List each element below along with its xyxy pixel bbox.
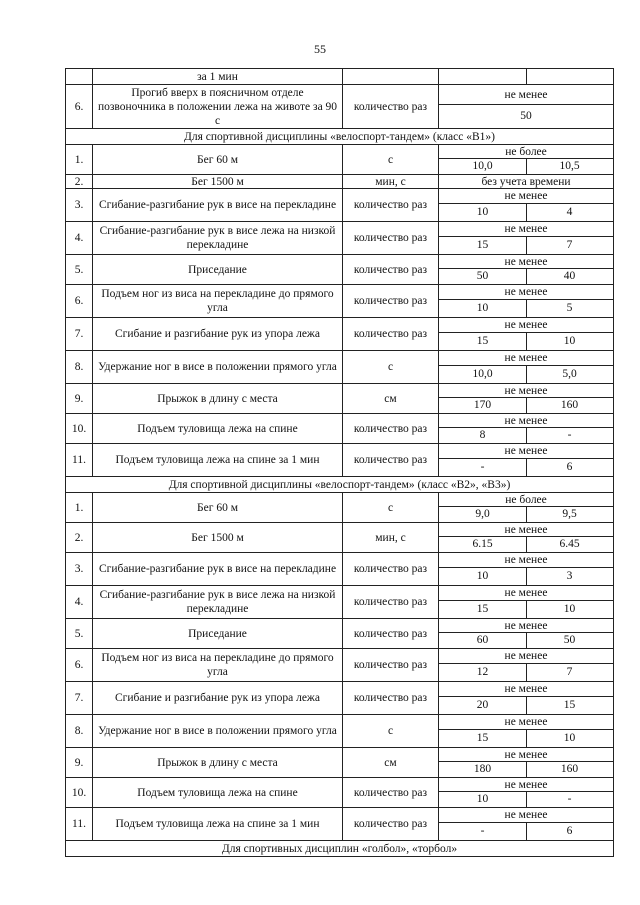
standard-values	[439, 427, 613, 443]
unit: количество раз	[343, 189, 439, 221]
standard-label: не менее	[439, 553, 613, 568]
exercise-name: Сгибание и разгибание рук из упора лежа	[93, 318, 343, 350]
row-number: 11.	[66, 444, 93, 476]
unit: см	[343, 384, 439, 413]
table-row	[65, 318, 614, 351]
exercise-name: Прыжок в длину с места	[93, 748, 343, 777]
exercise-name: Подъем туловища лежа на спине за 1 мин	[93, 808, 343, 840]
exercise-name: Подъем ног из виса на перекладине до прямого угла	[93, 649, 343, 681]
standard-cell	[439, 145, 613, 174]
unit: количество раз	[343, 619, 439, 648]
standard-values	[439, 203, 613, 221]
standard-label: не менее	[439, 255, 613, 269]
standard-value-2: 5,0	[562, 368, 577, 381]
standard-value-1: 10	[439, 567, 527, 585]
unit: количество раз	[343, 318, 439, 350]
standard-value-1: 10,0	[439, 158, 527, 174]
table-row	[65, 808, 614, 841]
standard-value-2: 160	[560, 399, 579, 412]
standard-value-1: -	[439, 822, 527, 840]
row-number: 2.	[66, 523, 93, 552]
standard-values	[439, 236, 613, 254]
table-row	[65, 682, 614, 715]
standard-value-2: 10,5	[559, 160, 580, 173]
section-title: Для спортивной дисциплины «велоспорт-тандем» (класс «В1»)	[65, 129, 614, 145]
standard-value-1: 15	[439, 332, 527, 350]
table-row	[65, 285, 614, 318]
row-number: 1.	[66, 145, 93, 174]
table-row	[65, 68, 614, 85]
standard-label: не менее	[439, 748, 613, 762]
unit: с	[343, 145, 439, 174]
table-row	[65, 523, 614, 553]
unit: количество раз	[343, 649, 439, 681]
row-number: 7.	[66, 682, 93, 714]
exercise-name: Бег 1500 м	[93, 523, 343, 552]
standard-values	[439, 158, 613, 174]
standard-values	[439, 663, 613, 681]
standard-value-1: 15	[439, 236, 527, 254]
standard-value-2: 40	[563, 270, 576, 283]
standard-cell	[439, 523, 613, 552]
standard-label: не менее	[439, 189, 613, 204]
standard-value-1: 180	[439, 761, 527, 777]
row-number: 9.	[66, 384, 93, 413]
standard-value-1: 50	[439, 268, 527, 284]
standard-label: не менее	[439, 85, 613, 105]
standard-cell	[439, 285, 613, 317]
table-row	[65, 145, 614, 175]
row-number: 6.	[66, 285, 93, 317]
standard-label: не менее	[439, 222, 613, 237]
standard-cell	[439, 351, 613, 383]
exercise-name: Приседание	[93, 255, 343, 284]
standard-cell	[439, 384, 613, 413]
standard-value-2: 6	[566, 825, 573, 838]
standard-cell	[439, 493, 613, 522]
row-number: 3.	[66, 189, 93, 221]
standard-values	[439, 332, 613, 350]
standard-label: не более	[439, 145, 613, 159]
table-row	[65, 189, 614, 222]
table-row	[65, 778, 614, 808]
standard-value-1	[439, 69, 527, 84]
table-row	[65, 493, 614, 523]
standard-value-2: 10	[563, 732, 576, 745]
standard-value-2: 7	[566, 666, 573, 679]
row-number: 10.	[66, 414, 93, 443]
standard-values	[439, 791, 613, 807]
standard-cell	[439, 649, 613, 681]
exercise-name: Удержание ног в висе в положении прямого угла	[93, 351, 343, 383]
page-number: 55	[314, 42, 326, 56]
standard-label: не менее	[439, 808, 613, 823]
standard-cell	[439, 682, 613, 714]
row-number: 2.	[66, 175, 93, 188]
unit: с	[343, 715, 439, 747]
standard-value-1: -	[439, 458, 527, 476]
standard-value-2: 160	[560, 763, 579, 776]
standard-value-1: 170	[439, 397, 527, 413]
standard-label: не менее	[439, 285, 613, 300]
row-number: 1.	[66, 493, 93, 522]
standard-value-2: -	[567, 429, 572, 442]
standard-value-2: 9,5	[562, 508, 577, 521]
row-number: 5.	[66, 619, 93, 648]
table-row	[65, 255, 614, 285]
unit: количество раз	[343, 255, 439, 284]
unit: с	[343, 351, 439, 383]
unit: см	[343, 748, 439, 777]
exercise-name: Бег 60 м	[93, 145, 343, 174]
standard-value-2: 4	[566, 206, 573, 219]
row-number: 6.	[66, 649, 93, 681]
standard-values	[439, 822, 613, 840]
row-number: 6.	[66, 85, 93, 128]
exercise-name: Подъем туловища лежа на спине за 1 мин	[93, 444, 343, 476]
standard-value-1: 8	[439, 427, 527, 443]
standard-label: не менее	[439, 384, 613, 398]
standard-cell	[439, 778, 613, 807]
standard-value-1: 10	[439, 791, 527, 807]
standard-cell	[439, 255, 613, 284]
standard-value-1: 10	[439, 299, 527, 317]
unit: мин, с	[343, 175, 439, 188]
standard-value-1: 12	[439, 663, 527, 681]
unit: количество раз	[343, 682, 439, 714]
row-number: 8.	[66, 715, 93, 747]
unit: количество раз	[343, 553, 439, 585]
standard-label: не более	[439, 493, 613, 507]
exercise-name: Сгибание-разгибание рук в висе лежа на низкой перекладине	[93, 222, 343, 254]
row-number: 10.	[66, 778, 93, 807]
standard-value-2: 50	[563, 634, 576, 647]
standard-value-2: -	[567, 793, 572, 806]
standard-value-2: 6	[566, 461, 573, 474]
standard-label: не менее	[439, 715, 613, 730]
standard-cell	[439, 808, 613, 840]
standard-value-2: 10	[563, 603, 576, 616]
exercise-name: Прыжок в длину с места	[93, 384, 343, 413]
unit: количество раз	[343, 85, 439, 128]
table-row	[65, 586, 614, 619]
standard-values	[439, 458, 613, 476]
table-row	[65, 85, 614, 129]
standard-value-2: 6.45	[559, 538, 580, 551]
standard-values	[439, 365, 613, 383]
standard-value-1: 9,0	[439, 506, 527, 522]
standard-label: не менее	[439, 523, 613, 537]
row-number: 5.	[66, 255, 93, 284]
standard-cell	[439, 318, 613, 350]
unit: количество раз	[343, 778, 439, 807]
standard-cell	[439, 444, 613, 476]
standard-value-2: 3	[566, 570, 573, 583]
standard-values	[439, 506, 613, 522]
standard-value-1: 15	[439, 600, 527, 618]
unit: количество раз	[343, 444, 439, 476]
exercise-name: Подъем ног из виса на перекладине до прямого угла	[93, 285, 343, 317]
standard-label: не менее	[439, 619, 613, 633]
standard-cell: без учета времени	[481, 175, 571, 188]
exercise-name: Прогиб вверх в поясничном отделе позвоночника в положении лежа на животе за 90 с	[93, 85, 343, 128]
standard-values	[439, 536, 613, 552]
standard-label: не менее	[439, 649, 613, 664]
table-row	[65, 715, 614, 748]
standard-value-1: 10,0	[439, 365, 527, 383]
exercise-name: за 1 мин	[93, 69, 343, 84]
row-number: 7.	[66, 318, 93, 350]
standard-label: не менее	[439, 682, 613, 697]
standard-values	[439, 696, 613, 714]
exercise-name: Сгибание-разгибание рук в висе на перекладине	[93, 553, 343, 585]
standard-value-1: 60	[439, 632, 527, 648]
unit: количество раз	[343, 586, 439, 618]
unit: количество раз	[343, 808, 439, 840]
table-row	[65, 175, 614, 189]
standard-value-2	[526, 69, 613, 84]
standard-values	[439, 299, 613, 317]
standard-label: не менее	[439, 586, 613, 601]
standard-value-1: 10	[439, 203, 527, 221]
standard-value-2: 10	[563, 335, 576, 348]
row-number: 4.	[66, 586, 93, 618]
table-row	[65, 649, 614, 682]
standard-cell	[439, 715, 613, 747]
unit: количество раз	[343, 414, 439, 443]
unit: с	[343, 493, 439, 522]
unit	[343, 69, 439, 84]
standard-cell	[439, 189, 613, 221]
standard-label: не менее	[439, 444, 613, 459]
table-row	[65, 444, 614, 477]
standard-cell	[439, 69, 613, 84]
exercise-name: Бег 1500 м	[93, 175, 343, 188]
unit: количество раз	[343, 222, 439, 254]
standard-value-1: 15	[439, 729, 527, 747]
table-row	[65, 619, 614, 649]
table-row	[65, 384, 614, 414]
standard-values	[439, 632, 613, 648]
standard-label: не менее	[439, 351, 613, 366]
row-number: 11.	[66, 808, 93, 840]
exercise-name: Приседание	[93, 619, 343, 648]
section-title: Для спортивных дисциплин «голбол», «торбол»	[65, 841, 614, 857]
exercise-name: Удержание ног в висе в положении прямого угла	[93, 715, 343, 747]
standard-cell	[439, 586, 613, 618]
unit: количество раз	[343, 285, 439, 317]
table-row	[65, 748, 614, 778]
row-number: 9.	[66, 748, 93, 777]
unit: мин, с	[343, 523, 439, 552]
exercise-name: Сгибание и разгибание рук из упора лежа	[93, 682, 343, 714]
standard-values	[439, 397, 613, 413]
exercise-name: Бег 60 м	[93, 493, 343, 522]
standard-value-1: 20	[439, 696, 527, 714]
standard-cell	[439, 414, 613, 443]
standard-label: не менее	[439, 778, 613, 792]
standard-values	[439, 761, 613, 777]
standard-cell	[439, 553, 613, 585]
standard-cell	[439, 619, 613, 648]
standard-value-2: 15	[563, 699, 576, 712]
standard-value-2: 7	[566, 239, 573, 252]
standard-value-2: 5	[566, 302, 573, 315]
exercise-name: Сгибание-разгибание рук в висе на перекладине	[93, 189, 343, 221]
section-title: Для спортивной дисциплины «велоспорт-тандем» (класс «В2», «В3»)	[65, 477, 614, 493]
row-number: 8.	[66, 351, 93, 383]
standard-values	[439, 69, 613, 84]
table-row	[65, 414, 614, 444]
table-row	[65, 222, 614, 255]
standard-cell	[439, 748, 613, 777]
row-number	[66, 69, 93, 84]
table-row	[65, 553, 614, 586]
standard-label: не менее	[439, 414, 613, 428]
row-number: 4.	[66, 222, 93, 254]
standard-cell	[439, 222, 613, 254]
standards-table	[65, 68, 614, 857]
standard-values	[439, 729, 613, 747]
row-number: 3.	[66, 553, 93, 585]
standard-values	[439, 600, 613, 618]
standard-value-1: 6.15	[439, 536, 527, 552]
exercise-name: Подъем туловища лежа на спине	[93, 414, 343, 443]
standard-value: 50	[520, 110, 532, 123]
table-row	[65, 351, 614, 384]
standard-cell	[439, 85, 613, 128]
exercise-name: Сгибание-разгибание рук в висе лежа на низкой перекладине	[93, 586, 343, 618]
standard-values	[439, 268, 613, 284]
standard-label: не менее	[439, 318, 613, 333]
exercise-name: Подъем туловища лежа на спине	[93, 778, 343, 807]
standard-values	[439, 567, 613, 585]
